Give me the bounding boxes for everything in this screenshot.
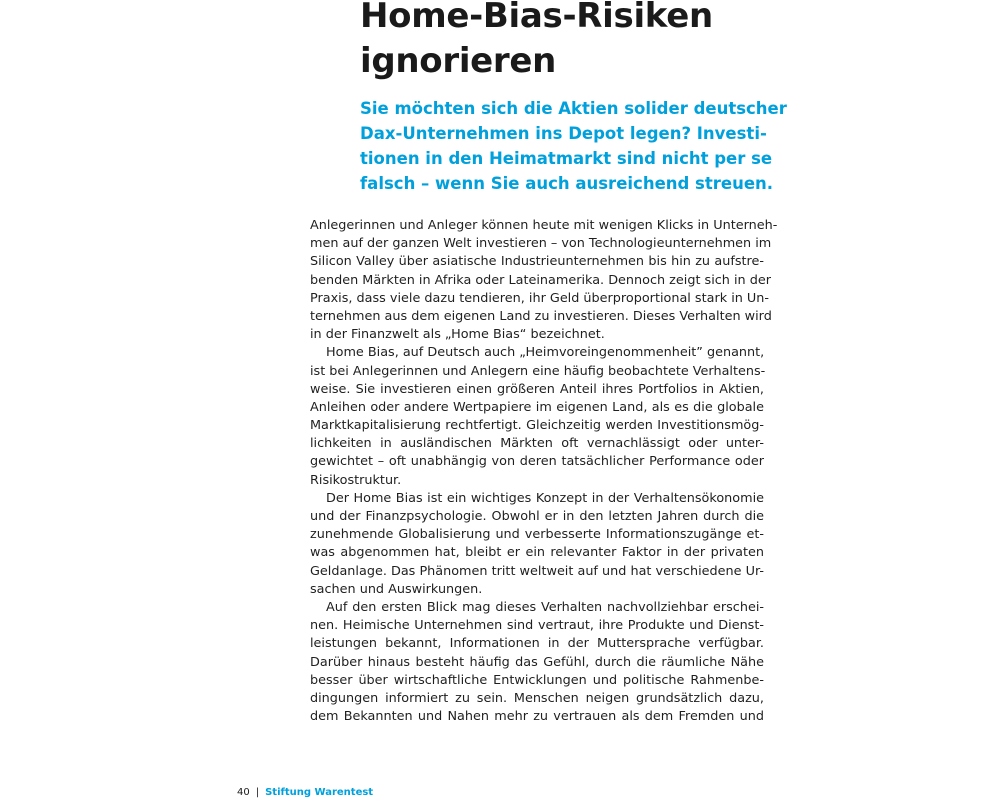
- body-line: dem Bekannten und Nahen mehr zu vertrauen als dem Fremden und: [310, 709, 764, 725]
- article-lead: [360, 96, 787, 196]
- lead-line: Sie möchten sich die Aktien solider deutscher: [360, 99, 787, 118]
- lead-line: falsch – wenn Sie auch ausreichend streuen.: [360, 174, 774, 193]
- body-line: zunehmende Globalisierung und verbesserte Informationszugänge et-: [310, 527, 764, 543]
- page-number: 40: [237, 787, 250, 798]
- body-line: besser über wirtschaftliche Entwicklungen und politische Rahmenbe-: [310, 672, 764, 688]
- body-line: nen. Heimische Unternehmen sind vertraut, ihre Produkte und Dienst-: [310, 618, 764, 634]
- body-line: ternehmen aus dem eigenen Land zu investieren. Dieses Verhalten wird: [310, 308, 772, 324]
- paragraph-4: [310, 599, 764, 726]
- body-line: men auf der ganzen Welt investieren – von Technologieunternehmen im: [310, 236, 772, 252]
- body-line: dingungen informiert zu sein. Menschen neigen grundsätzlich dazu,: [310, 690, 764, 706]
- body-line: Risikostruktur.: [310, 472, 402, 488]
- body-line: leistungen bekannt, Informationen in der Muttersprache verfügbar.: [310, 636, 764, 652]
- body-line: Der Home Bias ist ein wichtiges Konzept in der Verhaltensökonomie: [326, 490, 764, 506]
- body-line: Auf den ersten Blick mag dieses Verhalten nachvollziehbar erschei-: [326, 599, 764, 615]
- body-line: benden Märkten in Afrika oder Lateinamerika. Dennoch zeigt sich in der: [310, 272, 771, 288]
- body-line: Silicon Valley über asiatische Industrieunternehmen bis hin zu aufstre-: [310, 254, 764, 270]
- page-footer: [237, 786, 373, 800]
- title-line: Home-Bias-Risiken: [360, 0, 713, 36]
- body-line: Praxis, dass viele dazu tendieren, ihr Geld überproportional stark in Un-: [310, 290, 770, 306]
- title-line: ignorieren: [360, 41, 557, 81]
- body-line: Home Bias, auf Deutsch auch „Heimvoreingenommenheit” genannt,: [326, 345, 765, 361]
- body-line: Geldanlage. Das Phänomen tritt weltweit auf und hat verschiedene Ur-: [310, 563, 764, 579]
- body-line: weise. Sie investieren einen größeren Anteil ihres Portfolios in Aktien,: [310, 381, 764, 397]
- body-line: was abgenommen hat, bleibt er ein relevanter Faktor in der privaten: [310, 545, 764, 561]
- body-line: Anlegerinnen und Anleger können heute mit wenigen Klicks in Unterneh-: [310, 218, 778, 233]
- body-line: Darüber hinaus besteht häufig das Gefühl, durch die räumliche Nähe: [310, 654, 764, 670]
- lead-line: tionen in den Heimatmarkt sind nicht per se: [360, 149, 773, 168]
- body-line: Anleihen oder andere Wertpapiere im eigenen Land, als es die globale: [310, 399, 764, 415]
- body-line: lichkeiten in ausländischen Märkten oft vernachlässigt oder unter-: [310, 436, 764, 452]
- body-line: und der Finanzpsychologie. Obwohl er in den letzten Jahren durch die: [310, 509, 764, 524]
- paragraph-3: [310, 490, 764, 599]
- article-title: [360, 0, 780, 84]
- body-line: in der Finanzwelt als „Home Bias“ bezeichnet.: [310, 327, 605, 343]
- footer-separator: |: [255, 787, 260, 798]
- paragraph-1: [310, 217, 778, 344]
- body-line: gewichtet – oft unabhängig von deren tatsächlicher Performance oder: [310, 454, 764, 470]
- article-body: [310, 217, 778, 726]
- body-line: sachen und Auswirkungen.: [310, 581, 483, 597]
- publisher-name: Stiftung Warentest: [265, 787, 374, 798]
- lead-line: Dax-Unternehmen ins Depot legen? Investi-: [360, 124, 767, 143]
- paragraph-2: [310, 344, 764, 490]
- body-line: ist bei Anlegerinnen und Anlegern eine häufig beobachtete Verhaltens-: [310, 363, 766, 379]
- body-line: Marktkapitalisierung rechtfertigt. Gleichzeitig werden Investitionsmög-: [310, 418, 764, 434]
